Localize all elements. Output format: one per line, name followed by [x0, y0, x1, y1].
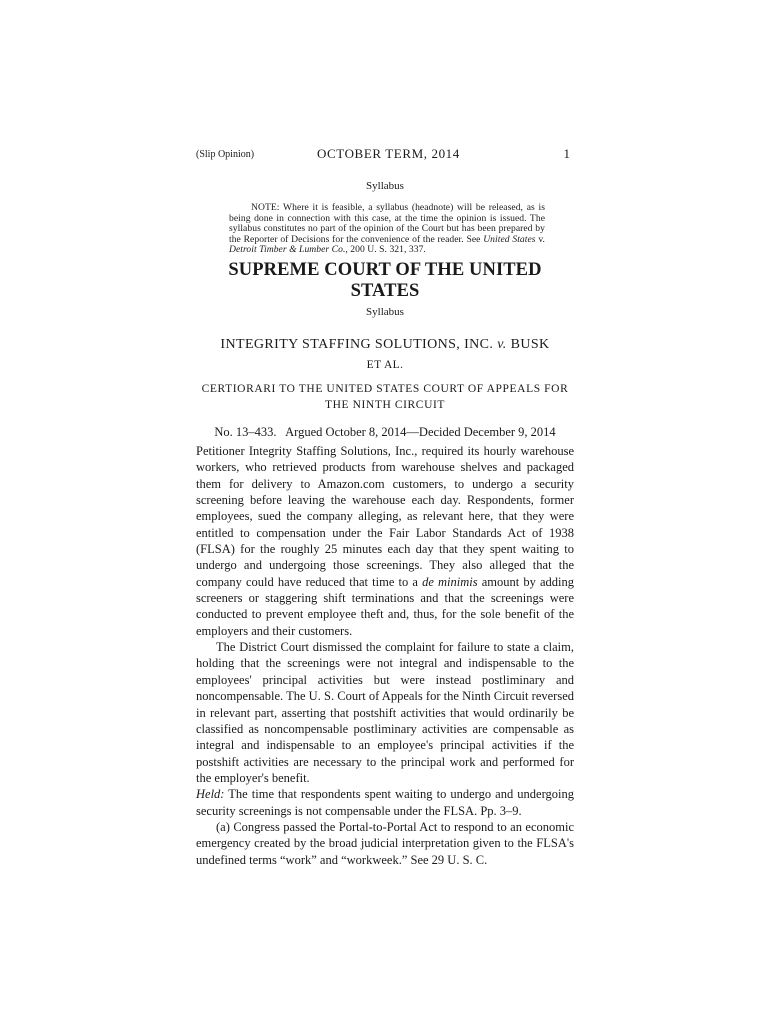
reporter-note: [229, 203, 545, 256]
note-citation-us: United States: [483, 233, 536, 245]
note-citation-detroit: Detroit Timber & Lumber Co.: [229, 244, 346, 255]
respondent-name: BUSK: [510, 337, 550, 352]
docket-line: No. 13–433. Argued October 8, 2014—Decided December 9, 2014: [214, 425, 556, 439]
paragraph-facts-text: Petitioner Integrity Staffing Solutions, Inc., required its hourly warehouse workers, who retrieved products from warehouse shelves and packaged them for delivery to Amazon.com customers, to undergo a security screening before leaving the warehouse each day. Respondents, former employees, sued the company alleging, as relevant here, that they were entitled to compensation under the Fair Labor Standards Act of 1938 (FLSA) for the roughly 25 minutes each day that they spent waiting to undergo and undergoing those screenings. They also alleged that the company could have reduced that time to a: [196, 444, 574, 589]
case-name: [196, 335, 574, 375]
note-citation-v: v.: [535, 233, 545, 245]
paragraph-a: (a) Congress passed the Portal-to-Portal Act to respond to an economic emergency created by the broad judicial interpretation given to the FLSA's undefined terms “work” and “workweek.” See 29 U. S. C.: [196, 819, 574, 867]
court-title: SUPREME COURT OF THE UNITED STATES: [228, 260, 542, 301]
syllabus-body: [196, 443, 574, 868]
paragraph-held: [196, 786, 574, 819]
et-al-label: ET AL.: [366, 359, 404, 371]
paragraph-facts: [196, 443, 574, 639]
syllabus-heading: Syllabus: [366, 180, 404, 192]
versus-label: v.: [497, 337, 507, 352]
slip-opinion-label: (Slip Opinion): [196, 149, 255, 160]
paragraph-facts-tail: amount by adding screeners or staggering shift terminations and that the screenings were conducted to prevent employee theft and, thus, for the sole benefit of the employers and their customers.: [196, 574, 575, 638]
held-label: Held:: [196, 787, 225, 802]
petitioner-name: INTEGRITY STAFFING SOLUTIONS, INC.: [220, 337, 494, 352]
certiorari-line-2: THE NINTH CIRCUIT: [324, 399, 446, 411]
held-text: The time that respondents spent waiting to undergo and undergoing security screenings is not compensable under the FLSA. Pp. 3–9.: [196, 787, 574, 818]
paragraph-procedure: The District Court dismissed the complaint for failure to state a claim, holding that the screenings were not integral and indispensable to the employees' principal activities but were instead postliminary and noncompensable. The U. S. Court of Appeals for the Ninth Circuit reversed in relevant part, asserting that postshift activities that would ordinarily be classified as noncompensable postliminary activities are compensable as integral and indispensable to an employee's principal activities if the postshift activities are necessary to the principal work and performed for the employer's benefit.: [196, 640, 574, 785]
certiorari-heading: [196, 381, 574, 413]
term-label: OCTOBER TERM, 2014: [317, 146, 460, 161]
de-minimis-term: de minimis: [422, 574, 478, 589]
note-text: NOTE: Where it is feasible, a syllabus (headnote) will be released, as is being done in connection with this case, at the time the opinion is issued. The syllabus constitutes no part of the opinion of the Court but has been prepared by the Reporter of Decisions for the convenience of the reader. See: [229, 202, 545, 245]
note-citation-tail: , 200 U. S. 321, 337.: [345, 244, 426, 255]
page-header: [196, 146, 574, 164]
certiorari-line-1: CERTIORARI TO THE UNITED STATES COURT OF APPEALS FOR: [201, 383, 569, 395]
syllabus-heading-2: Syllabus: [366, 306, 404, 318]
page-number: 1: [563, 146, 570, 161]
